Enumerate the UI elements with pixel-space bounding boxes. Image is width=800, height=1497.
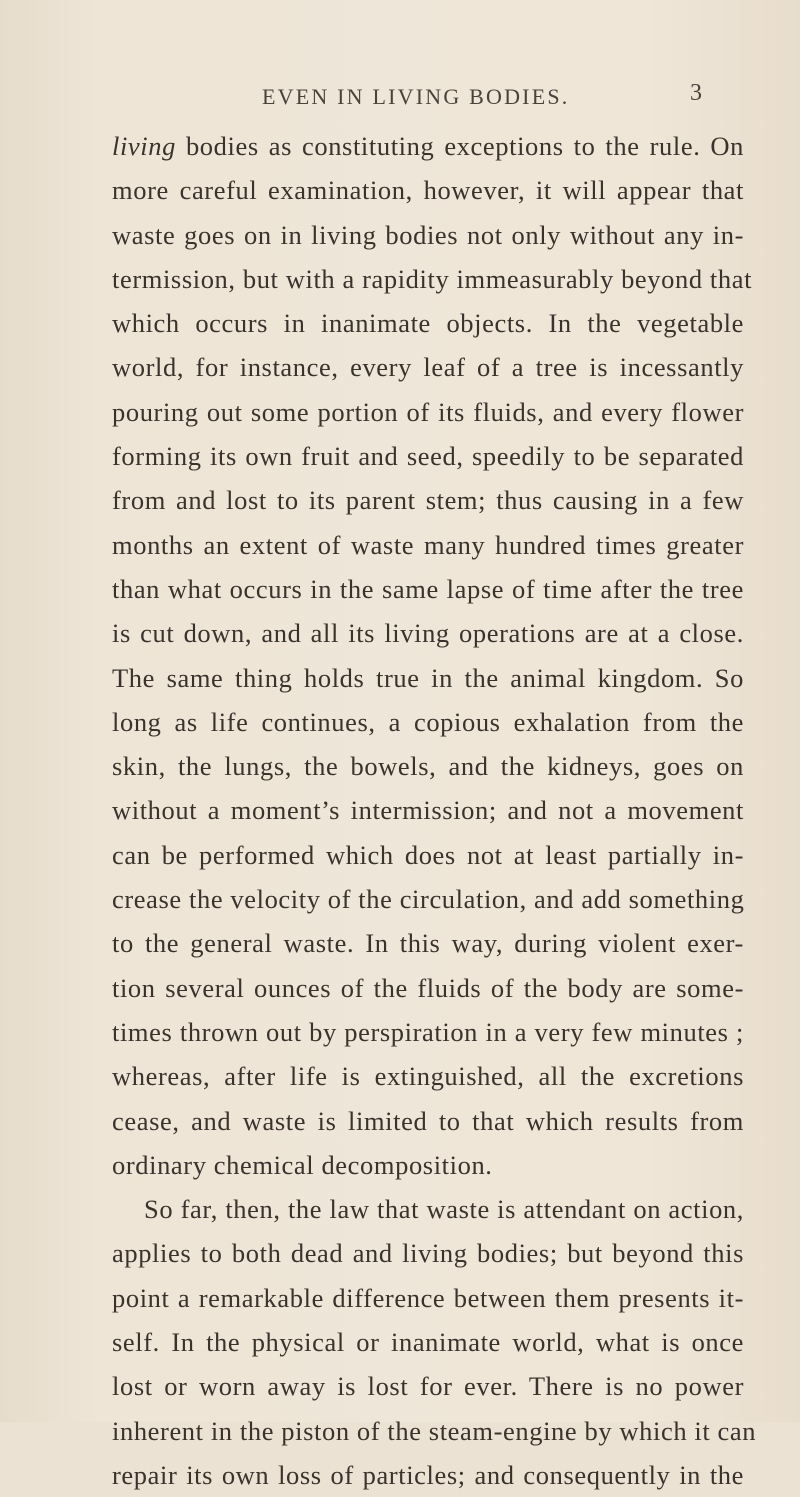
italic-word: living: [112, 131, 176, 161]
body-text: [112, 124, 757, 1497]
text-line: termission, but with a rapidity immeasurably beyond that: [112, 263, 753, 294]
text-line: tion several ounces of the fluids of the body are some-: [112, 972, 744, 1003]
text-line: long as life continues, a copious exhalation from the: [112, 706, 744, 737]
text-line: world, for instance, every leaf of a tree is incessantly: [112, 352, 744, 383]
text-line: can be performed which does not at least partially in-: [112, 839, 744, 870]
paragraph-start-line: So far, then, the law that waste is attendant on action,: [144, 1194, 744, 1225]
paragraph-end-line: ordinary chemical decomposition.: [112, 1149, 493, 1180]
text-line: crease the velocity of the circulation, and add something: [112, 884, 745, 915]
text-line: more careful examination, however, it will appear that: [112, 175, 744, 206]
text-line: cease, and waste is limited to that which results from: [112, 1105, 744, 1136]
text-line: to the general waste. In this way, during violent exer-: [112, 928, 744, 959]
text-line: waste goes on in living bodies not only without any in-: [112, 219, 744, 250]
text-line: than what occurs in the same lapse of time after the tree: [112, 573, 744, 604]
page-number: 3: [690, 80, 702, 106]
text-line: pouring out some portion of its fluids, and every flower: [112, 396, 744, 427]
text-line: lost or worn away is lost for ever. There is no power: [112, 1371, 744, 1402]
text-line: skin, the lungs, the bowels, and the kidneys, goes on: [112, 751, 744, 782]
text-line: self. In the physical or inanimate world, what is once: [112, 1327, 744, 1358]
text-line: inherent in the piston of the steam-engine by which it can: [112, 1415, 757, 1446]
text-line: The same thing holds true in the animal kingdom. So: [112, 662, 744, 693]
text-line-rest: bodies as constituting exceptions to the rule. On: [175, 131, 744, 161]
text-line: is cut down, and all its living operations are at a close.: [112, 618, 744, 649]
text-line: without a moment’s intermission; and not a movement: [112, 795, 744, 826]
text-line: forming its own fruit and seed, speedily to be separated: [112, 441, 744, 472]
text-line: point a remarkable difference between them presents it-: [112, 1282, 744, 1313]
text-line: applies to both dead and living bodies; but beyond this: [112, 1238, 744, 1269]
text-line: from and lost to its parent stem; thus causing in a few: [112, 485, 744, 516]
running-head: EVEN IN LIVING BODIES.: [262, 84, 570, 109]
text-line: [112, 124, 744, 168]
text-line: times thrown out by perspiration in a very few minutes ;: [112, 1016, 744, 1047]
text-line: which occurs in inanimate objects. In the vegetable: [112, 308, 744, 339]
text-line: repair its own loss of particles; and consequently in the: [112, 1459, 744, 1490]
text-line: whereas, after life is extinguished, all the excretions: [112, 1061, 744, 1092]
text-line: months an extent of waste many hundred times greater: [112, 529, 744, 560]
